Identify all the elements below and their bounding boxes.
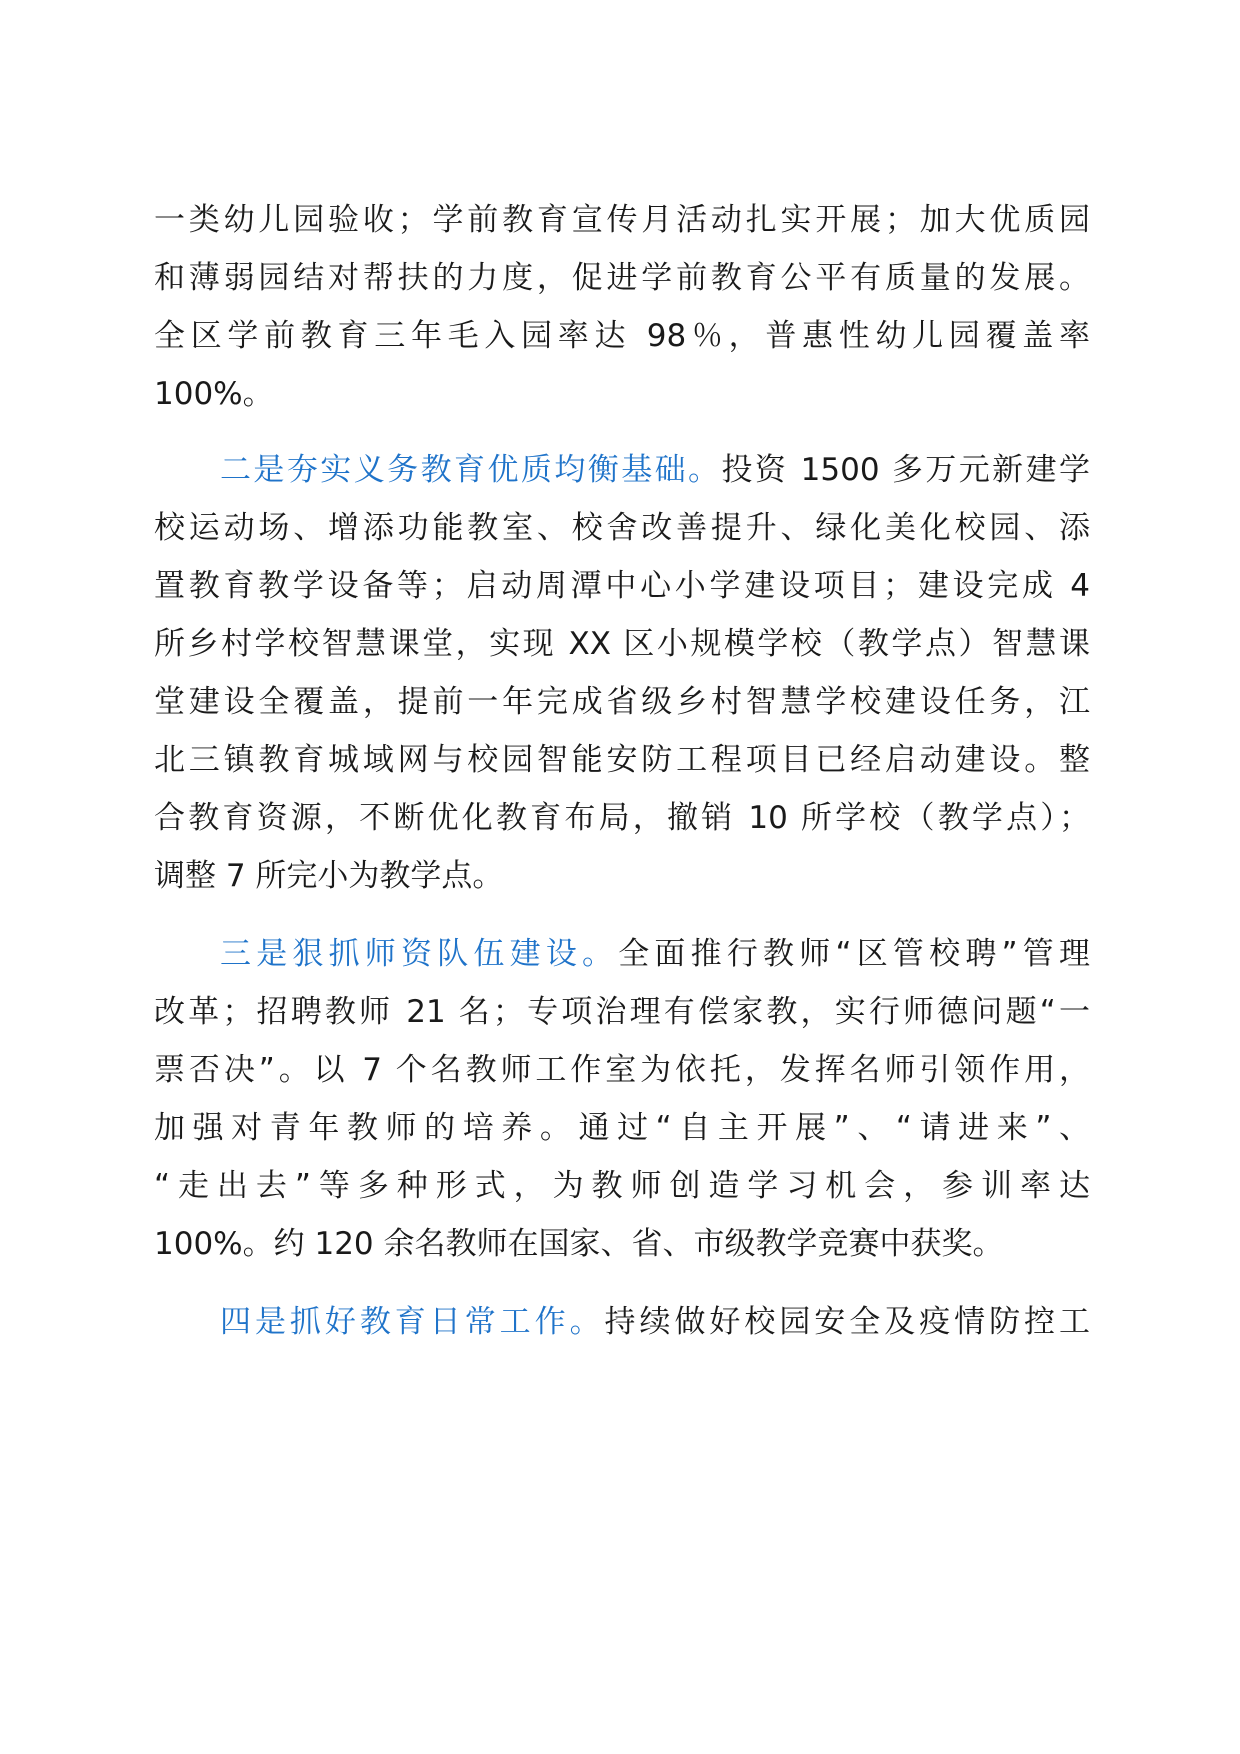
paragraph-line: 北三镇教育城域网与校园智能安防工程项目已经启动建设。整	[154, 742, 1090, 778]
paragraph-line: 改革；招聘教师 21 名；专项治理有偿家教，实行师德问题“一	[154, 994, 1090, 1030]
paragraph-line: 校运动场、增添功能教室、校舍改善提升、绿化美化校园、添	[154, 510, 1090, 546]
paragraph-line: 100%。	[154, 376, 274, 412]
paragraph-heading: 四是抓好教育日常工作。	[220, 1304, 605, 1340]
paragraph-line: 堂建设全覆盖，提前一年完成省级乡村智慧学校建设任务，江	[154, 684, 1090, 720]
paragraph-first-line	[154, 922, 1090, 986]
paragraph-text: 全面推行教师“区管校聘”管理	[618, 936, 1090, 972]
paragraph-line: 一类幼儿园验收；学前教育宣传月活动扎实开展；加大优质园	[154, 202, 1090, 238]
paragraph-line: 票否决”。以 7 个名教师工作室为依托，发挥名师引领作用，	[154, 1052, 1090, 1088]
paragraph-text: 持续做好校园安全及疫情防控工	[604, 1304, 1091, 1340]
paragraph-line: 加强对青年教师的培养。通过“自主开展”、“请进来”、	[154, 1110, 1090, 1146]
paragraph-line: “走出去”等多种形式，为教师创造学习机会，参训率达	[154, 1168, 1090, 1204]
paragraph-text: 投资 1500 多万元新建学	[721, 452, 1090, 488]
paragraph-line: 所乡村学校智慧课堂，实现 XX 区小规模学校（教学点）智慧课	[154, 626, 1090, 662]
paragraph-first-line	[154, 1290, 1090, 1354]
paragraph-line: 置教育教学设备等；启动周潭中心小学建设项目；建设完成 4	[154, 568, 1090, 604]
paragraph-heading: 二是夯实义务教育优质均衡基础。	[220, 452, 722, 488]
paragraph-line: 100%。约 120 余名教师在国家、省、市级教学竞赛中获奖。	[154, 1226, 1004, 1262]
paragraph-heading: 三是狠抓师资队伍建设。	[220, 936, 619, 972]
paragraph-line: 和薄弱园结对帮扶的力度，促进学前教育公平有质量的发展。	[154, 260, 1090, 296]
paragraph-line: 调整 7 所完小为教学点。	[154, 858, 504, 894]
paragraph-line: 合教育资源，不断优化教育布局，撤销 10 所学校（教学点）；	[154, 800, 1090, 836]
paragraph-line: 全区学前教育三年毛入园率达 98％，普惠性幼儿园覆盖率	[154, 318, 1090, 354]
paragraph-first-line	[154, 438, 1090, 502]
